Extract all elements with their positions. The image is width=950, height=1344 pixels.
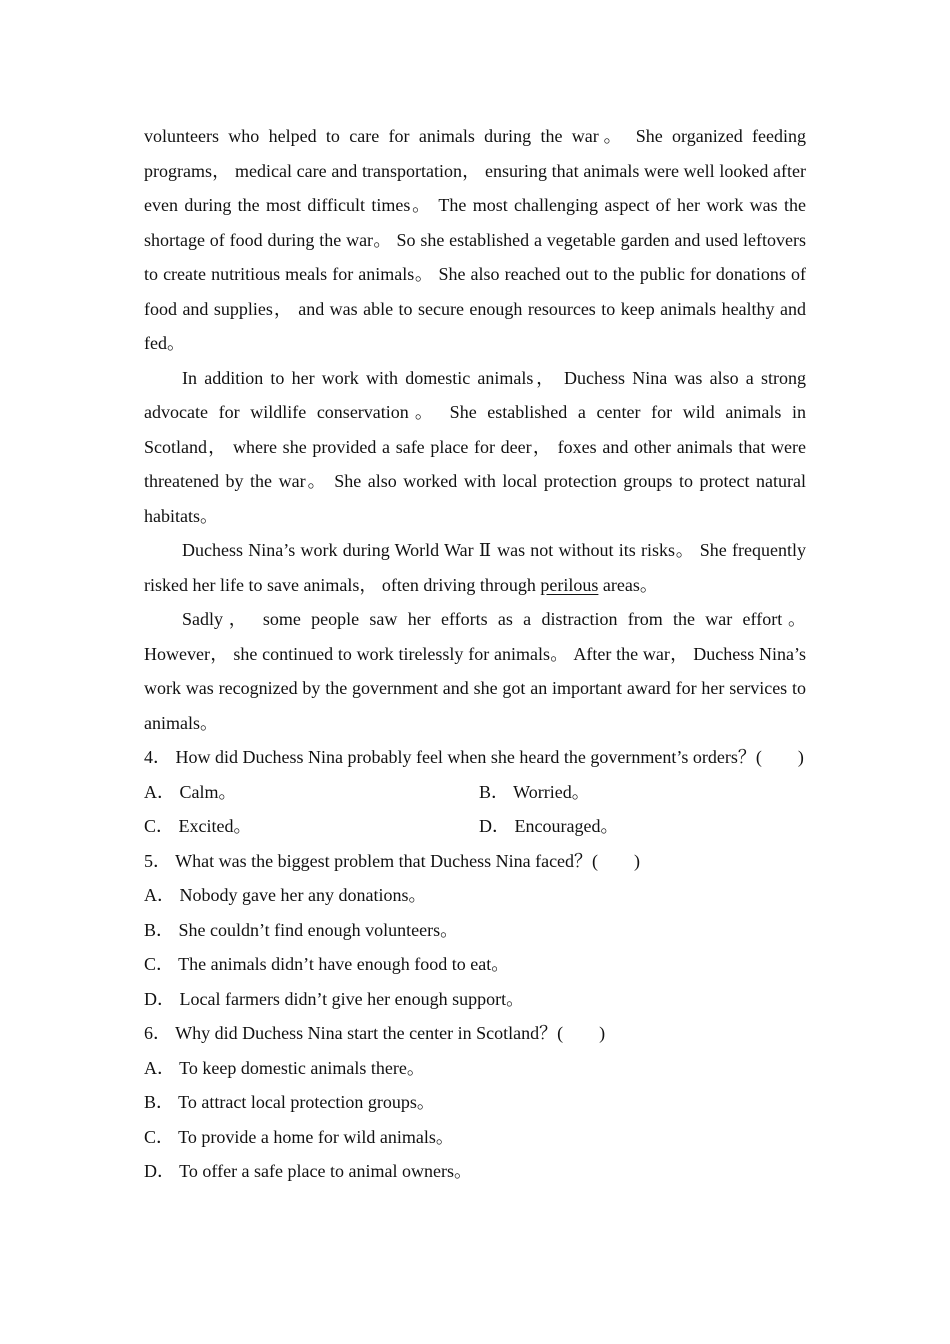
question-6	[144, 1016, 806, 1189]
option-a[interactable]: A． Nobody gave her any donations。	[144, 885, 427, 905]
option-b[interactable]: B． Worried。	[479, 781, 590, 802]
option-b[interactable]: B． To attract local protection groups。	[144, 1092, 435, 1112]
question-stem: 4． How did Duchess Nina probably feel when she heard the government’s orders？( )	[144, 747, 804, 767]
question-stem: 5． What was the biggest problem that Duchess Nina faced？( )	[144, 850, 641, 871]
option-a[interactable]: A． Calm。	[144, 781, 237, 802]
option-d[interactable]: D． Local farmers didn’t give her enough support。	[144, 988, 525, 1009]
question-stem: 6． Why did Duchess Nina start the center in Scotland？( )	[144, 1023, 606, 1043]
option-a[interactable]: A． To keep domestic animals there。	[144, 1057, 425, 1078]
passage-text: areas。	[598, 574, 658, 595]
passage-paragraph-1: volunteers who helped to care for animals during the war。 She organized feeding programs， medical care and transportation， ensuring that animals were well looked after even during the most difficult times。 The most challenging aspect of her work was the shortage of food during the war。 So she established a vegetable garden and used leftovers to create nutritious meals for animals。 She also reached out to the public for donations of food and supplies， and was able to secure enough resources to keep animals healthy and fed。	[144, 126, 806, 353]
passage-text: Duchess Nina’s work during World War Ⅱ was not without its risks。 She frequently risked her life to save animals， often driving through	[144, 540, 806, 595]
passage-paragraph-3	[144, 533, 806, 602]
option-c[interactable]: C． To provide a home for wild animals。	[144, 1126, 454, 1147]
underlined-word: perilous	[540, 574, 599, 595]
document-page	[144, 119, 806, 1189]
options-row	[144, 809, 806, 844]
question-5	[144, 844, 806, 1017]
passage-paragraph-2: In addition to her work with domestic animals， Duchess Nina was also a strong advocate for wildlife conservation。 She established a center for wild animals in Scotland， where she provided a safe place for deer， foxes and other animals that were threatened by the war。 She also worked with local protection groups to protect natural habitats。	[144, 367, 806, 526]
option-d[interactable]: D． To offer a safe place to animal owners。	[144, 1161, 472, 1181]
passage-paragraph-4: Sadly， some people saw her efforts as a distraction from the war effort。 However， she continued to work tirelessly for animals。 After the war， Duchess Nina’s work was recognized by the government and she got an important award for her services to animals。	[144, 609, 806, 733]
option-c[interactable]: C． The animals didn’t have enough food to eat。	[144, 954, 510, 974]
option-d[interactable]: D． Encouraged。	[479, 816, 619, 836]
option-c[interactable]: C． Excited。	[144, 816, 252, 836]
options-row	[144, 775, 806, 810]
option-b[interactable]: B． She couldn’t find enough volunteers。	[144, 919, 459, 940]
question-4	[144, 740, 806, 844]
